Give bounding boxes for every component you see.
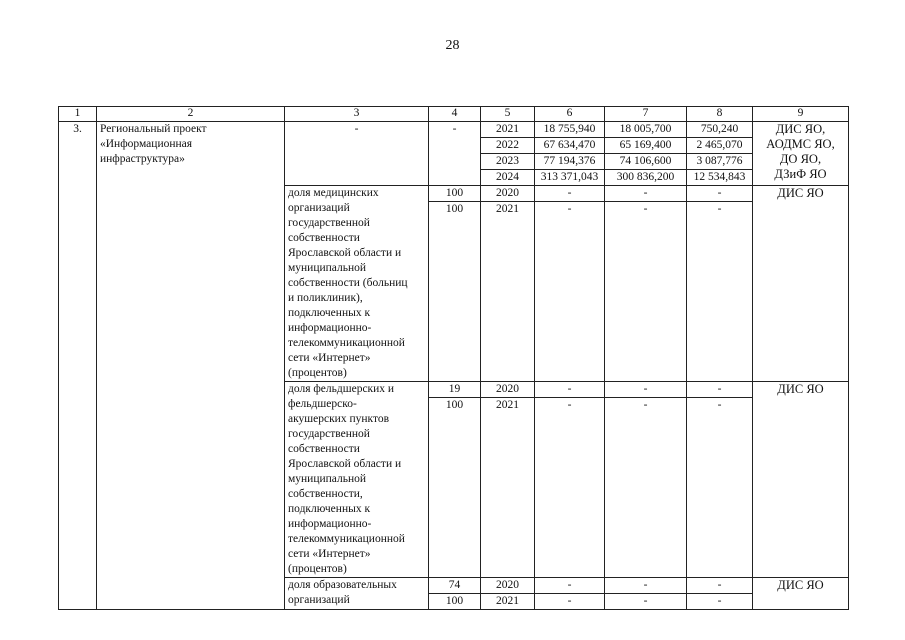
year-cell: 2021 xyxy=(481,594,535,610)
executors-cell: ДИС ЯО xyxy=(753,578,849,610)
executors-cell: ДИС ЯО, АОДМС ЯО, ДО ЯО, ДЗиФ ЯО xyxy=(753,122,849,186)
year-cell: 2020 xyxy=(481,578,535,594)
total-cell: 18 755,940 xyxy=(535,122,605,138)
regional-cell: - xyxy=(687,202,753,382)
year-cell: 2021 xyxy=(481,122,535,138)
project-base-cell: - xyxy=(429,122,481,186)
project-number: 3. xyxy=(59,122,97,610)
total-cell: - xyxy=(535,594,605,610)
header-cell: 4 xyxy=(429,107,481,122)
project-name: Региональный проект «Информационная инфраструктура» xyxy=(97,122,285,610)
header-cell: 1 xyxy=(59,107,97,122)
federal-cell: - xyxy=(605,202,687,382)
regional-cell: - xyxy=(687,382,753,398)
federal-cell: 74 106,600 xyxy=(605,154,687,170)
regional-cell: - xyxy=(687,578,753,594)
federal-cell: 65 169,400 xyxy=(605,138,687,154)
indicator-name: доля фельдшерских и фельдшерско- акушерских пунктов государственной собственности Ярославской области и муниципальной собственности, подключенных к информационно- телекоммуникационной сети «Интернет» (процентов) xyxy=(285,382,429,578)
total-cell: 77 194,376 xyxy=(535,154,605,170)
executors-cell: ДИС ЯО xyxy=(753,186,849,382)
total-cell: 313 371,043 xyxy=(535,170,605,186)
table-row xyxy=(59,122,849,138)
executors-cell: ДИС ЯО xyxy=(753,382,849,578)
total-cell: - xyxy=(535,382,605,398)
federal-cell: 18 005,700 xyxy=(605,122,687,138)
indicator-value: 19 xyxy=(429,382,481,398)
page-number: 28 xyxy=(445,38,460,53)
indicator-value: 100 xyxy=(429,398,481,578)
project-indicator-cell: - xyxy=(285,122,429,186)
indicator-value: 74 xyxy=(429,578,481,594)
regional-cell: - xyxy=(687,398,753,578)
regional-cell: 750,240 xyxy=(687,122,753,138)
header-cell: 8 xyxy=(687,107,753,122)
total-cell: 67 634,470 xyxy=(535,138,605,154)
federal-cell: - xyxy=(605,594,687,610)
indicator-value: 100 xyxy=(429,202,481,382)
program-table xyxy=(58,106,849,610)
federal-cell: - xyxy=(605,398,687,578)
header-cell: 2 xyxy=(97,107,285,122)
indicator-name: доля образовательных организаций xyxy=(285,578,429,610)
year-cell: 2020 xyxy=(481,186,535,202)
year-cell: 2024 xyxy=(481,170,535,186)
year-cell: 2021 xyxy=(481,398,535,578)
federal-cell: - xyxy=(605,186,687,202)
header-cell: 5 xyxy=(481,107,535,122)
header-cell: 3 xyxy=(285,107,429,122)
regional-cell: 3 087,776 xyxy=(687,154,753,170)
year-cell: 2021 xyxy=(481,202,535,382)
year-cell: 2022 xyxy=(481,138,535,154)
total-cell: - xyxy=(535,202,605,382)
federal-cell: - xyxy=(605,382,687,398)
indicator-value: 100 xyxy=(429,594,481,610)
federal-cell: - xyxy=(605,578,687,594)
total-cell: - xyxy=(535,186,605,202)
indicator-value: 100 xyxy=(429,186,481,202)
year-cell: 2023 xyxy=(481,154,535,170)
total-cell: - xyxy=(535,398,605,578)
federal-cell: 300 836,200 xyxy=(605,170,687,186)
regional-cell: - xyxy=(687,186,753,202)
indicator-name: доля медицинских организаций государственной собственности Ярославской области и муниципальной собственности (больниц и поликлиник), подключенных к информационно- телекоммуникационной сети «Интернет» (процентов) xyxy=(285,186,429,382)
header-cell: 7 xyxy=(605,107,687,122)
regional-cell: 12 534,843 xyxy=(687,170,753,186)
total-cell: - xyxy=(535,578,605,594)
header-cell: 6 xyxy=(535,107,605,122)
regional-cell: - xyxy=(687,594,753,610)
regional-cell: 2 465,070 xyxy=(687,138,753,154)
header-row xyxy=(59,107,849,122)
year-cell: 2020 xyxy=(481,382,535,398)
header-cell: 9 xyxy=(753,107,849,122)
